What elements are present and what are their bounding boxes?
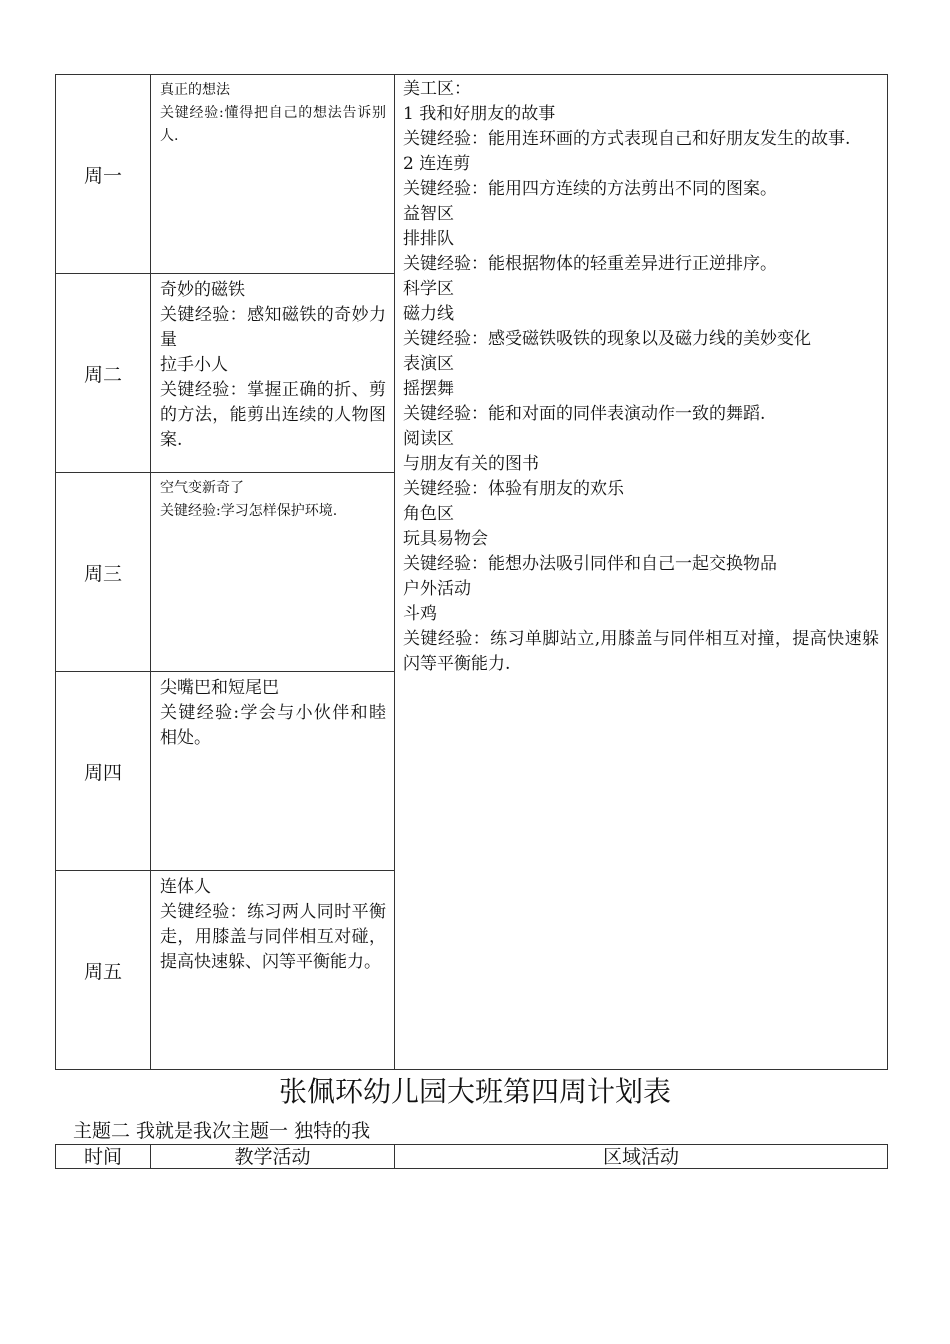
area-line: 角色区 bbox=[403, 504, 454, 524]
header-teaching: 教学活动 bbox=[151, 1145, 395, 1169]
lesson-cell-mon bbox=[151, 75, 395, 274]
area-line: 关键经验：能想办法吸引同伴和自己一起交换物品 bbox=[403, 554, 777, 574]
area-line: 关键经验：体验有朋友的欢乐 bbox=[403, 479, 624, 499]
lesson-title: 拉手小人 bbox=[160, 355, 228, 375]
next-plan-header-table bbox=[55, 1144, 888, 1169]
header-time: 时间 bbox=[56, 1145, 151, 1169]
area-line: 1 我和好朋友的故事 bbox=[403, 104, 556, 124]
lesson-title: 连体人 bbox=[160, 877, 211, 897]
area-line: 关键经验：练习单脚站立,用膝盖与同伴相互对撞，提高快速躲闪等平衡能力. bbox=[403, 629, 879, 674]
area-line: 与朋友有关的图书 bbox=[403, 454, 539, 474]
area-activities-cell bbox=[395, 75, 888, 1070]
lesson-title: 尖嘴巴和短尾巴 bbox=[160, 678, 279, 698]
lesson-key-experience: 关键经验：掌握正确的折、剪的方法，能剪出连续的人物图案. bbox=[160, 380, 386, 450]
table-row bbox=[56, 75, 888, 274]
day-label-tue: 周二 bbox=[56, 274, 151, 473]
weekly-plan-table bbox=[55, 74, 888, 1070]
day-label-fri: 周五 bbox=[56, 871, 151, 1070]
area-line: 关键经验：感受磁铁吸铁的现象以及磁力线的美妙变化 bbox=[403, 329, 811, 349]
lesson-cell-thu bbox=[151, 672, 395, 871]
area-line: 摇摆舞 bbox=[403, 379, 454, 399]
area-line: 关键经验：能用四方连续的方法剪出不同的图案。 bbox=[403, 179, 777, 199]
theme-subtitle: 主题二 我就是我次主题一 独特的我 bbox=[73, 1120, 371, 1142]
lesson-cell-tue bbox=[151, 274, 395, 473]
area-line: 阅读区 bbox=[403, 429, 454, 449]
area-line: 户外活动 bbox=[403, 579, 471, 599]
area-line: 表演区 bbox=[403, 354, 454, 374]
lesson-title: 真正的想法 bbox=[160, 82, 230, 98]
day-label-thu: 周四 bbox=[56, 672, 151, 871]
area-line: 斗鸡 bbox=[403, 604, 437, 624]
table-header-row bbox=[56, 1145, 888, 1169]
lesson-cell-fri bbox=[151, 871, 395, 1070]
lesson-key-experience: 关键经验：感知磁铁的奇妙力量 bbox=[160, 305, 386, 350]
area-line: 关键经验：能根据物体的轻重差异进行正逆排序。 bbox=[403, 254, 777, 274]
area-line: 磁力线 bbox=[403, 304, 454, 324]
lesson-cell-wed bbox=[151, 473, 395, 672]
lesson-title: 空气变新奇了 bbox=[160, 480, 244, 496]
area-line: 2 连连剪 bbox=[403, 154, 471, 174]
area-line: 科学区 bbox=[403, 279, 454, 299]
area-line: 玩具易物会 bbox=[403, 529, 488, 549]
lesson-key-experience: 关键经验:学习怎样保护环境. bbox=[160, 503, 338, 519]
lesson-key-experience: 关键经验：练习两人同时平衡走，用膝盖与同伴相互对碰，提高快速躲、闪等平衡能力。 bbox=[160, 902, 386, 972]
area-line: 益智区 bbox=[403, 204, 454, 224]
area-line: 关键经验：能用连环画的方式表现自己和好朋友发生的故事. bbox=[403, 129, 851, 149]
day-label-mon: 周一 bbox=[56, 75, 151, 274]
lesson-key-experience: 关键经验:学会与小伙伴和睦相处。 bbox=[160, 703, 386, 748]
day-label-wed: 周三 bbox=[56, 473, 151, 672]
area-line: 美工区： bbox=[403, 79, 471, 99]
lesson-key-experience: 关键经验:懂得把自己的想法告诉别人. bbox=[160, 105, 386, 144]
header-area: 区域活动 bbox=[395, 1145, 888, 1169]
lesson-title: 奇妙的磁铁 bbox=[160, 280, 245, 300]
area-line: 排排队 bbox=[403, 229, 454, 249]
page-title: 张佩环幼儿园大班第四周计划表 bbox=[278, 1075, 671, 1108]
area-line: 关键经验：能和对面的同伴表演动作一致的舞蹈. bbox=[403, 404, 766, 424]
